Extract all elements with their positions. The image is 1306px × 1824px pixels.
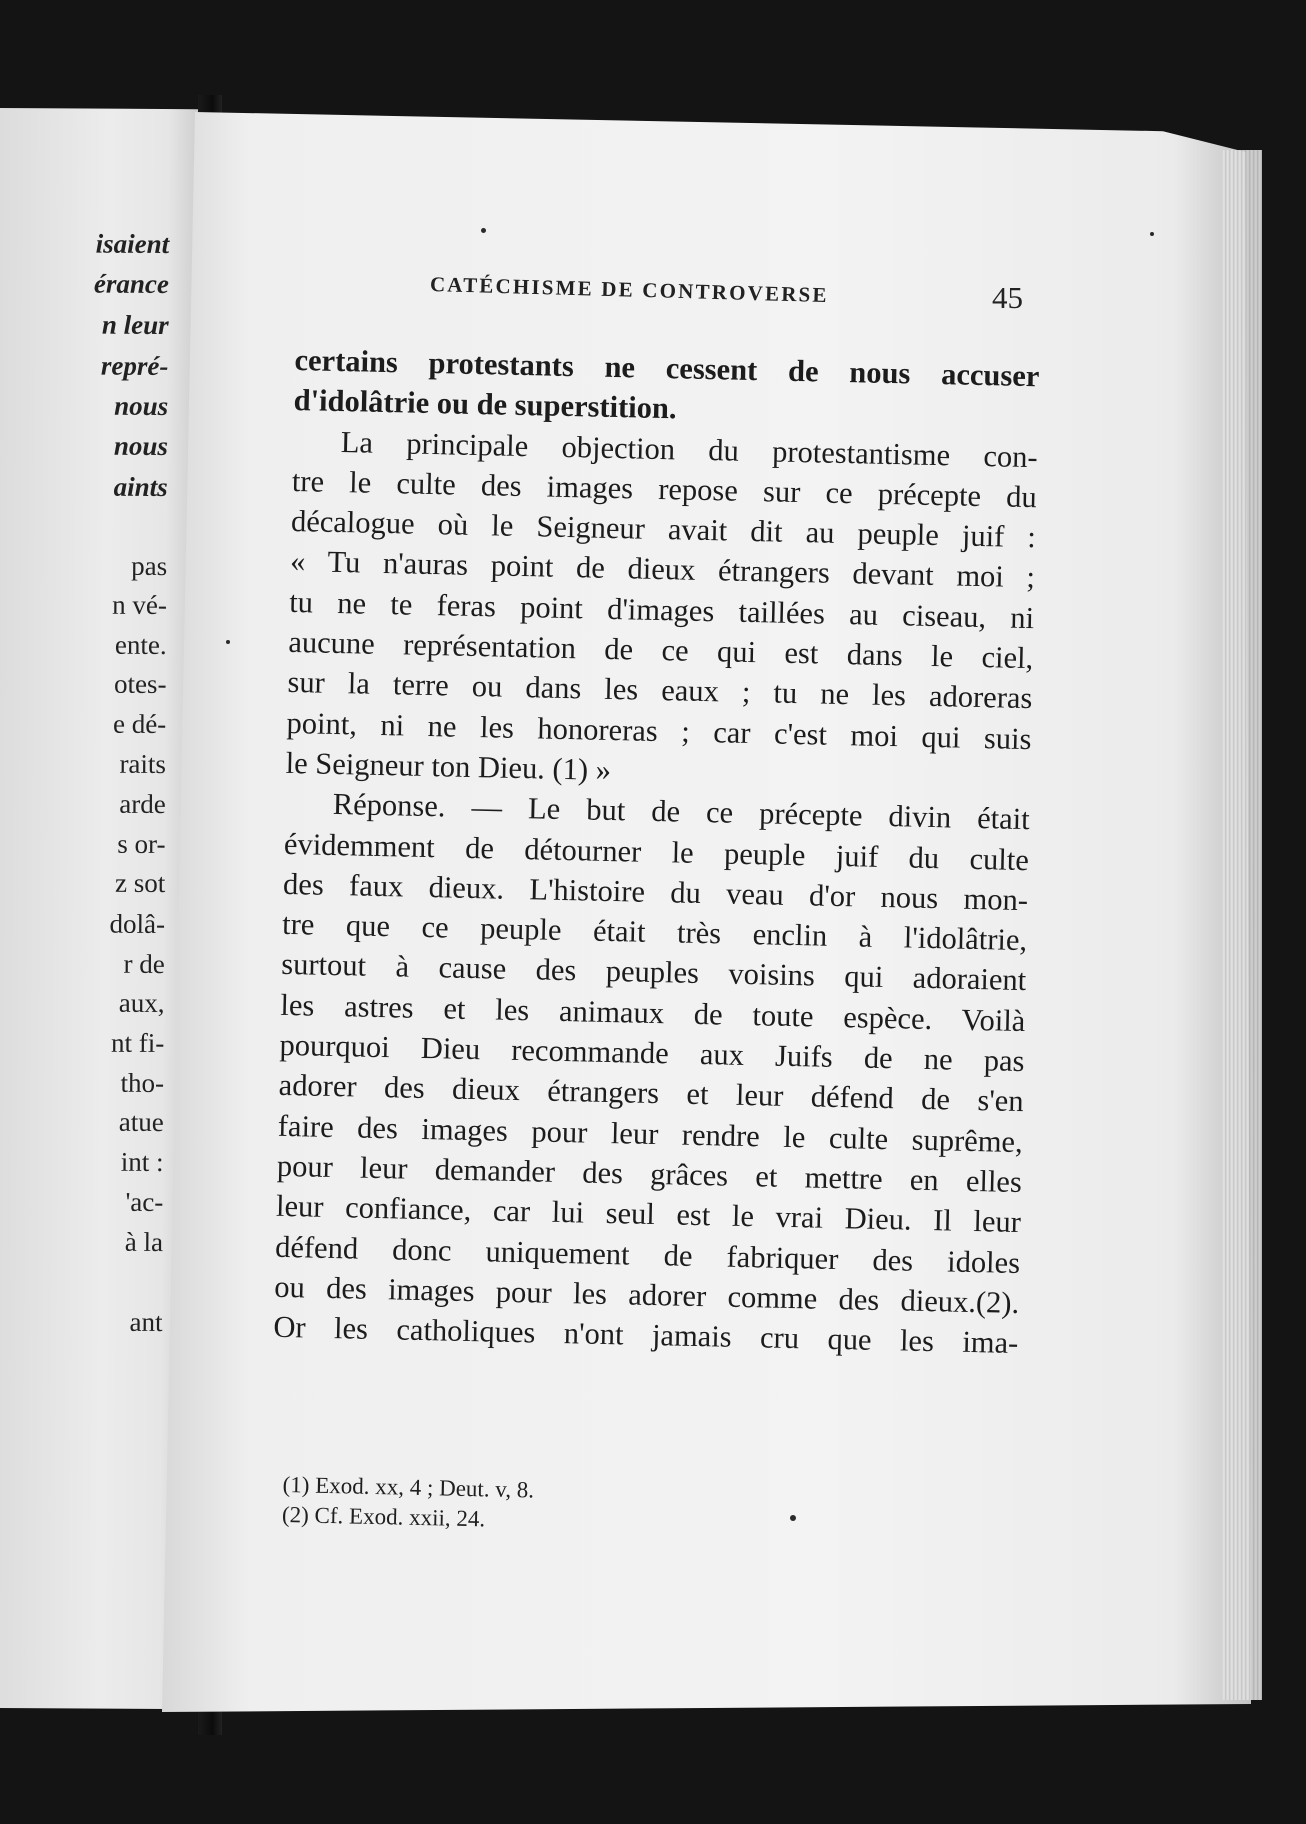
left-page-line: raits <box>119 748 167 780</box>
left-page-line: repré- <box>100 350 169 382</box>
print-speck <box>790 1515 796 1521</box>
left-page-line: aux, <box>118 987 165 1019</box>
left-page-line: nous <box>113 430 169 462</box>
left-page-line: aints <box>113 471 168 503</box>
print-speck <box>481 228 486 233</box>
left-page-line: n leur <box>101 309 169 341</box>
text-line: sur la terre ou dans les eaux ; tu ne les adoreras <box>287 665 1033 716</box>
left-page-line: atue <box>118 1106 164 1138</box>
running-header: CATÉCHISME DE CONTROVERSE <box>429 272 830 308</box>
text-line: Or les catholiques n'ont jamais cru que les ima- <box>273 1309 1019 1361</box>
text-line: certains protestants ne cessent de nous accuser <box>294 342 1040 394</box>
text-line: d'idolâtrie ou de superstition. <box>293 383 677 426</box>
left-page-line: pas <box>131 550 168 582</box>
text-line: défend donc uniquement de fabriquer des idoles <box>274 1229 1021 1280</box>
left-page-line: ente. <box>114 629 167 661</box>
text-line: surtout à cause des peuples voisins qui adoraient <box>281 947 1027 998</box>
left-page-line: n vé- <box>112 589 168 621</box>
footnote: (1) Exod. xx, 4 ; Deut. v, 8. <box>282 1471 535 1503</box>
text-line: les astres et les animaux de toute espèce. Voilà <box>280 987 1026 1038</box>
text-line: évidemment de détourner le peuple juif du culte <box>283 826 1030 877</box>
text-line: adorer des dieux étrangers et leur défend de s'en <box>278 1068 1024 1119</box>
page-edge-stack <box>1222 150 1262 1700</box>
text-line: le Seigneur ton Dieu. (1) » <box>285 745 612 787</box>
left-page-line: érance <box>93 268 170 300</box>
text-line: pour leur demander des grâces et mettre en elles <box>276 1148 1023 1199</box>
left-page-line: à la <box>124 1226 164 1258</box>
left-page-line: ant <box>129 1306 163 1338</box>
left-page-line: isaient <box>95 228 170 260</box>
text-line: tre que ce peuple était très enclin à l'idolâtrie, <box>281 907 1028 958</box>
text-line: faire des images pour leur rendre le culte suprême, <box>277 1108 1024 1159</box>
left-page-line: nous <box>114 390 169 422</box>
text-line: ou des images pour les adorer comme des dieux.(2). <box>273 1269 1020 1320</box>
left-page-line: tho- <box>120 1067 165 1099</box>
text-line: des faux dieux. L'histoire du veau d'or nous mon- <box>282 866 1029 917</box>
page-number: 45 <box>992 280 1023 315</box>
text-line: point, ni ne les honoreras ; car c'est moi qui suis <box>286 705 1032 756</box>
text-line: Réponse. — Le but de ce précepte divin était <box>332 787 1031 837</box>
left-page-line: otes- <box>113 668 167 700</box>
print-speck <box>226 640 230 644</box>
paragraph <box>293 340 1040 437</box>
left-page-line: arde <box>119 788 166 820</box>
text-line: « Tu n'auras point de dieux étrangers devant moi ; <box>289 544 1036 595</box>
text-line: La principale objection du protestantisme con- <box>340 424 1038 474</box>
left-page-line: nt fi- <box>110 1027 165 1059</box>
text-line: décalogue où le Seigneur avait dit au peuple juif : <box>290 504 1037 555</box>
paragraph <box>273 783 1030 1363</box>
left-page-line: z sot <box>114 867 166 899</box>
body-text <box>273 340 1040 1363</box>
text-line: tre le culte des images repose sur ce précepte du <box>291 463 1038 515</box>
text-line: leur confiance, car lui seul est le vrai Dieu. Il leur <box>275 1189 1022 1240</box>
text-line: aucune représentation de ce qui est dans le ciel, <box>288 625 1034 676</box>
footnotes <box>282 1470 535 1535</box>
print-speck <box>1150 232 1154 236</box>
left-page-line: s or- <box>117 828 166 860</box>
left-page-line: int : <box>120 1146 164 1178</box>
text-line: pourquoi Dieu recommande aux Juifs de ne pas <box>279 1027 1025 1079</box>
left-page-line: e dé- <box>112 708 167 740</box>
footnote: (2) Cf. Exod. xxii, 24. <box>281 1501 486 1532</box>
left-page-line: dolâ- <box>109 908 166 940</box>
left-page-line: 'ac- <box>125 1186 164 1218</box>
text-line: tu ne te feras point d'images taillées au ciseau, ni <box>288 584 1035 635</box>
left-page-line: r de <box>123 948 165 980</box>
paragraph <box>285 421 1038 800</box>
